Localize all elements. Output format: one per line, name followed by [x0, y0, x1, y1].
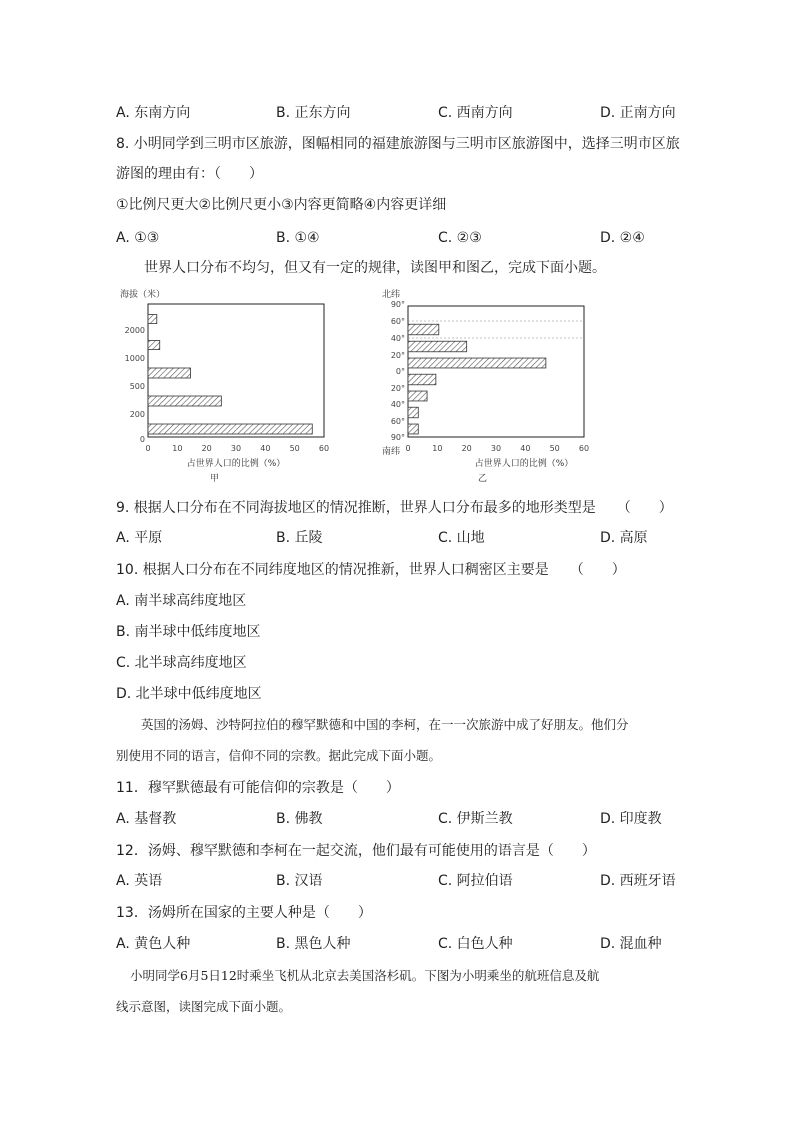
chart-b-xtick: 60	[578, 444, 590, 453]
q9-option-c: C. 山地	[438, 530, 485, 546]
chart-b-xtick: 10	[432, 444, 443, 453]
chart-a-ytick: 0	[139, 435, 145, 444]
q8-option-d: D. ②④	[600, 230, 645, 246]
q9-stem: 9. 根据人口分布在不同海拔地区的情况推断，世界人口分布最多的地形类型是 （ ）	[116, 500, 673, 516]
q9-option-a: A. 平原	[116, 530, 163, 546]
q8-option-c: C. ②③	[438, 230, 482, 246]
chart-b-ylabel-top: 北纬	[382, 290, 401, 300]
chart-a-bar-1000-2000	[148, 341, 160, 350]
chart-b-bar-40°S-60°S	[408, 407, 418, 418]
chart-a-bar->2000	[148, 315, 157, 324]
chart-b-xtick: 30	[490, 444, 502, 453]
chart-a-ytick: 2000	[124, 326, 145, 335]
chart-a-ytick: 500	[129, 382, 145, 391]
flight-intro-line1: 小明同学6月5日12时乘坐飞机从北京去美国洛杉矶。下图为小明乘坐的航班信息及航	[130, 968, 600, 983]
q9-option-d: D. 高原	[600, 530, 648, 546]
q13-option-d: D. 混血种	[600, 936, 662, 952]
chart-b-xtick: 40	[520, 444, 531, 453]
q7-option-b: B. 正东方向	[276, 105, 351, 121]
chart-b-xtick: 20	[461, 444, 472, 453]
chart-b-bar-0°-20°S	[408, 374, 436, 385]
chart-a-xtick: 10	[172, 444, 183, 453]
chart-a-xtick: 30	[230, 444, 242, 453]
chart-b-xlabel: 占世界人口的比例（%）	[474, 459, 574, 469]
chart-b-title: 乙	[478, 474, 488, 484]
flight-intro-line2: 线示意图，读图完成下面小题。	[116, 999, 292, 1014]
religion-intro-line2: 别使用不同的语言，信仰不同的宗教。据此完成下面小题。	[116, 748, 442, 763]
chart-a-ylabel: 海拔（米）	[120, 290, 166, 300]
chart-b-ytick: 60°	[390, 417, 405, 426]
q12-option-a: A. 英语	[116, 873, 163, 889]
chart-a-bar-500-1000	[148, 368, 191, 378]
chart-a-xtick: 20	[201, 444, 212, 453]
chart-a-bar-0-200	[148, 424, 312, 434]
chart-altitude-population	[110, 284, 350, 484]
q8-choices: ①比例尺更大②比例尺更小③内容更简略④内容更详细	[116, 197, 447, 213]
q12-stem: 12．汤姆、穆罕默德和李柯在一起交流，他们最有可能使用的语言是（ ）	[116, 843, 596, 859]
q12-option-c: C. 阿拉伯语	[438, 873, 513, 889]
chart-a-title: 甲	[210, 474, 220, 484]
q8-stem-line1: 8. 小明同学到三明市区旅游，图幅相同的福建旅游图与三明市区旅游图中，选择三明市区旅	[116, 136, 680, 152]
chart-b-bar-40°N-60°N	[408, 324, 439, 335]
q10-option-d: D. 北半球中低纬度地区	[116, 686, 262, 702]
chart-b-bar-20°S-40°S	[408, 391, 427, 401]
q11-stem: 11．穆罕默德最有可能信仰的宗教是（ ）	[116, 780, 400, 796]
chart-b-ytick: 40°	[390, 334, 405, 343]
chart-b-ytick: 60°	[390, 317, 405, 326]
q8-option-a: A. ①③	[116, 230, 160, 246]
q13-option-b: B. 黑色人种	[276, 936, 351, 952]
q11-option-a: A. 基督教	[116, 811, 177, 827]
q12-option-d: D. 西班牙语	[600, 873, 676, 889]
q11-option-c: C. 伊斯兰教	[438, 811, 513, 827]
chart-b-bar-0°-20°N	[408, 358, 546, 368]
chart-b-ytick: 90°	[390, 433, 405, 442]
q7-option-c: C. 西南方向	[438, 105, 513, 121]
chart-b-ytick: 20°	[390, 384, 405, 393]
chart-b-bar-20°N-40°N	[408, 341, 467, 352]
chart-b-ytick: 90°	[390, 300, 405, 309]
chart-a-xlabel: 占世界人口的比例（%）	[186, 459, 286, 469]
q13-stem: 13．汤姆所在国家的主要人种是（ ）	[116, 905, 372, 921]
chart-a-xtick: 0	[145, 444, 151, 453]
chart-b-xtick: 0	[405, 444, 411, 453]
q7-option-a: A. 东南方向	[116, 105, 191, 121]
chart-b-ytick: 40°	[390, 400, 405, 409]
q8-option-b: B. ①④	[276, 230, 320, 246]
q10-option-a: A. 南半球高纬度地区	[116, 593, 247, 609]
chart-a-xtick: 50	[289, 444, 300, 453]
population-intro: 世界人口分布不均匀，但又有一定的规律，读图甲和图乙，完成下面小题。	[144, 260, 606, 276]
chart-a-ytick: 1000	[124, 354, 145, 363]
q13-option-a: A. 黄色人种	[116, 936, 191, 952]
q11-option-d: D. 印度教	[600, 811, 662, 827]
chart-a-bar-200-500	[148, 396, 221, 406]
q11-option-b: B. 佛教	[276, 811, 323, 827]
q10-option-b: B. 南半球中低纬度地区	[116, 624, 261, 640]
q8-stem-line2: 游图的理由有：（ ）	[116, 166, 263, 182]
chart-latitude-population	[376, 284, 606, 484]
q12-option-b: B. 汉语	[276, 873, 323, 889]
chart-b-ytick: 20°	[390, 351, 405, 360]
q10-option-c: C. 北半球高纬度地区	[116, 655, 247, 671]
q10-stem: 10. 根据人口分布在不同纬度地区的情况推新，世界人口稠密区主要是 （ ）	[116, 562, 626, 578]
q9-option-b: B. 丘陵	[276, 530, 323, 546]
chart-b-bar-60°S-90°S	[408, 424, 418, 434]
q7-option-d: D. 正南方向	[600, 105, 676, 121]
chart-b-ytick: 0°	[395, 367, 405, 376]
chart-a-xtick: 60	[318, 444, 330, 453]
q13-option-c: C. 白色人种	[438, 936, 513, 952]
chart-b-ylabel-bottom: 南纬	[382, 447, 401, 457]
chart-b-xtick: 50	[549, 444, 560, 453]
chart-a-ytick: 200	[129, 410, 145, 419]
chart-a-xtick: 40	[260, 444, 271, 453]
religion-intro-line1: 英国的汤姆、沙特阿拉伯的穆罕默德和中国的李柯，在一一次旅游中成了好朋友。他们分	[141, 717, 629, 732]
